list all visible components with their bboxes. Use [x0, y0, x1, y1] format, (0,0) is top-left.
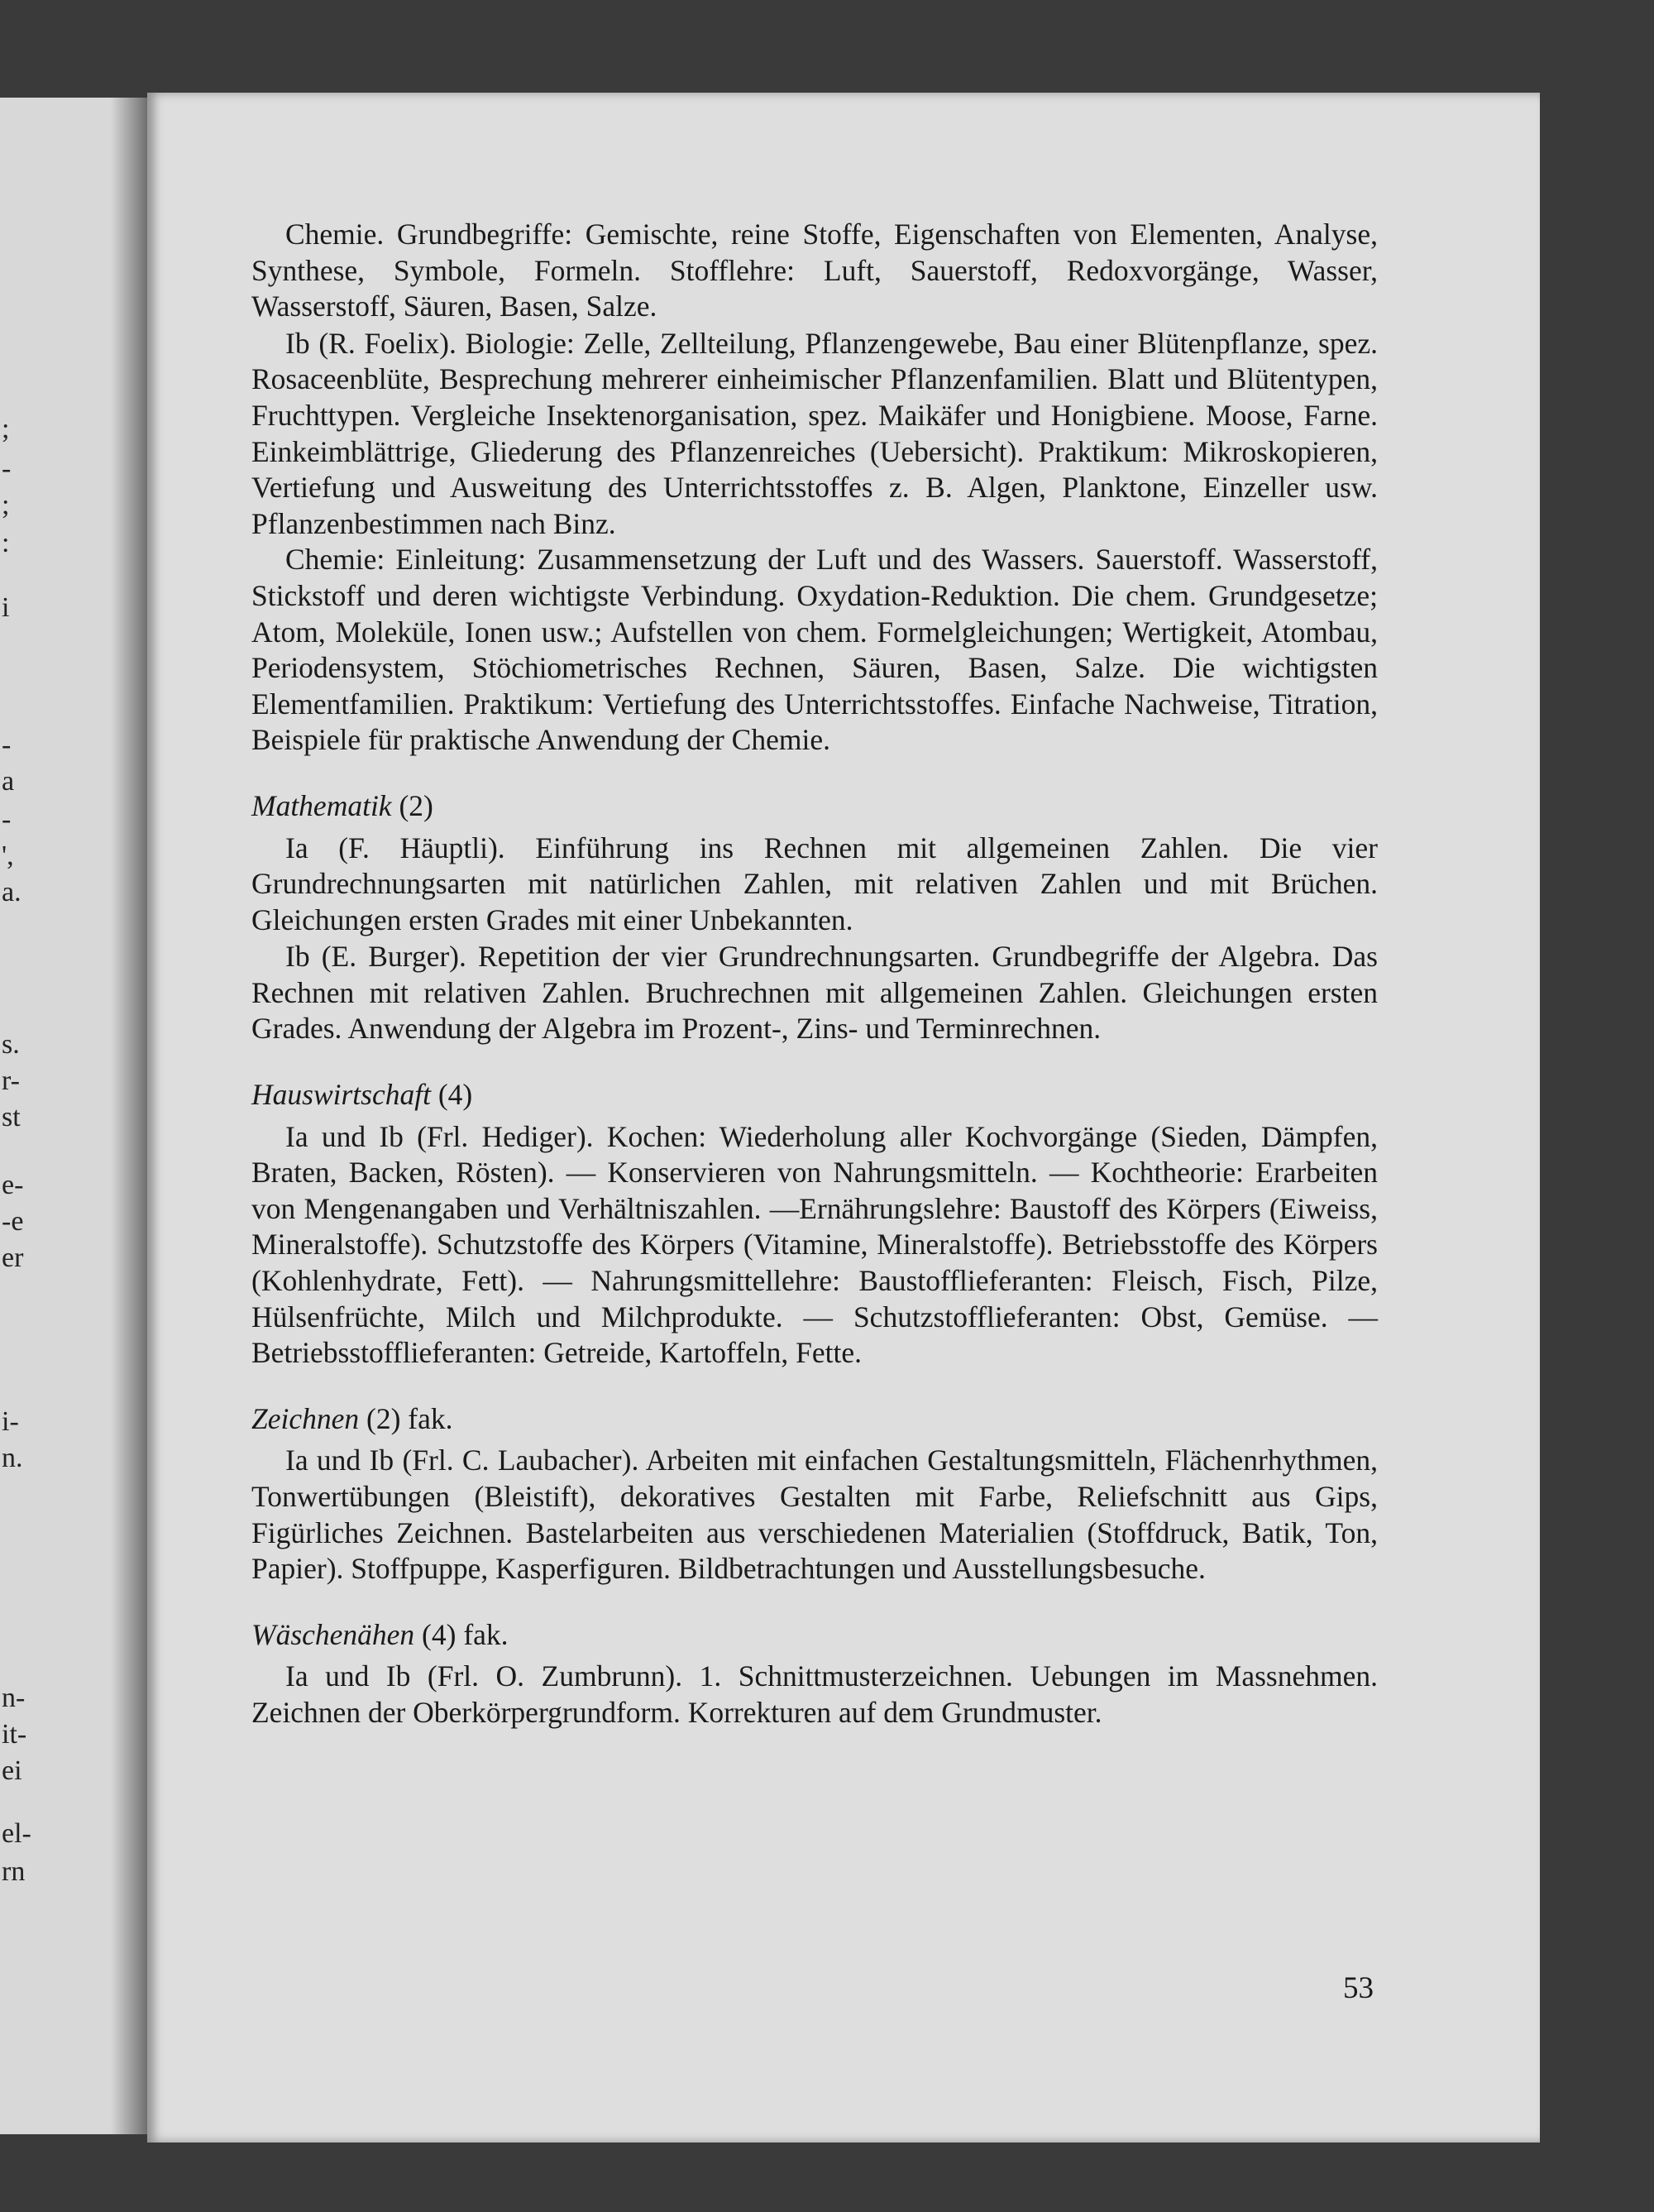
margin-fragment: ;	[2, 490, 10, 520]
margin-fragment: a	[2, 766, 15, 797]
paragraph-waeschenaehen: Ia und Ib (Frl. O. Zumbrunn). 1. Schnittmusterzeichnen. Uebungen im Massnehmen. Zeichnen der Oberkörpergrundform. Korrekturen auf dem Grundmuster.	[251, 1659, 1378, 1729]
page-body	[251, 217, 1378, 1731]
margin-fragment: :	[2, 528, 10, 558]
section-title: Hauswirtschaft	[251, 1078, 431, 1112]
margin-fragment: s.	[2, 1029, 20, 1060]
margin-fragment: ;	[2, 414, 10, 444]
margin-fragment: e-	[2, 1170, 24, 1200]
margin-fragment: n-	[2, 1683, 26, 1713]
margin-fragment: r-	[2, 1065, 20, 1096]
section-title: Mathematik	[251, 788, 392, 822]
section-hours: (4)	[437, 1078, 473, 1112]
margin-fragment: ei	[2, 1755, 22, 1786]
margin-fragment: i	[2, 592, 10, 623]
section-heading-zeichnen	[251, 1401, 1378, 1438]
paragraph-chemie-grundbegriffe: Chemie. Grundbegriffe: Gemischte, reine Stoffe, Eigenschaften von Elementen, Analyse, Synthese, Symbole, Formeln. Stofflehre: Luft, Sauerstoff, Redoxvorgänge, Wasser, Wasserstoff, Säuren, Basen, Salze.	[251, 218, 1378, 323]
margin-fragment: el-	[2, 1818, 31, 1849]
margin-fragment: er	[2, 1242, 24, 1273]
facing-page-edge	[0, 98, 149, 2134]
section-hours: (2)	[399, 788, 433, 822]
section-hours: (2) fak.	[366, 1401, 453, 1435]
paragraph-zeichnen: Ia und Ib (Frl. C. Laubacher). Arbeiten mit einfachen Gestaltungsmitteln, Flächenrhythmen, Tonwertübungen (Bleistift), dekoratives Gestalten mit Farbe, Reliefschnitt aus Gips, Figürliches Zeichnen. Bastelarbeiten aus verschiedenen Materialien (Stoffdruck, Batik, Ton, Papier). Stoffpuppe, Kasperfiguren. Bildbetrachtungen und Ausstellungsbesuche.	[251, 1444, 1378, 1586]
margin-fragment: -e	[2, 1206, 24, 1237]
margin-fragment: n.	[2, 1443, 23, 1473]
paragraph-mathematik-ia: Ia (F. Häuptli). Einführung ins Rechnen mit allgemeinen Zahlen. Die vier Grundrechnungsarten mit natürlichen Zahlen, mit relativen Zahlen und mit Brüchen. Gleichungen ersten Grades mit einer Unbekannten.	[251, 831, 1378, 936]
paragraph-biologie-ib: Ib (R. Foelix). Biologie: Zelle, Zellteilung, Pflanzengewebe, Bau einer Blütenpflanze, spez. Rosaceenblüte, Besprechung mehrerer einheimischer Pflanzenfamilien. Blatt und Blütentypen, Fruchttypen. Vergleiche Insektenorganisation, spez. Maikäfer und Honigbiene. Moose, Farne. Einkeimblättrige, Gliederung des Pflanzenreiches (Uebersicht). Praktikum: Mikroskopieren, Vertiefung und Ausweitung des Unterrichtsstoffes z. B. Algen, Planktone, Einzeller usw. Pflanzenbestimmen nach Binz.	[251, 326, 1378, 540]
section-title: Wäschenähen	[251, 1617, 415, 1651]
paragraph-hauswirtschaft: Ia und Ib (Frl. Hediger). Kochen: Wiederholung aller Kochvorgänge (Sieden, Dämpfen, Braten, Backen, Rösten). — Konservieren von Nahrungsmitteln. — Kochtheorie: Erarbeiten von Mengenangaben und Verhältniszahlen. —Ernährungslehre: Baustoff des Körpers (Eiweiss, Mineralstoffe). Schutzstoffe des Körpers (Vitamine, Mineralstoffe). Betriebsstoffe des Körpers (Kohlenhydrate, Fett). — Nahrungsmittellehre: Baustofflieferanten: Fleisch, Fisch, Pilze, Hülsenfrüchte, Milch und Milchprodukte. — Schutzstofflieferanten: Obst, Gemüse. — Betriebsstofflieferanten: Getreide, Kartoffeln, Fette.	[251, 1119, 1378, 1370]
book-page	[147, 93, 1540, 2143]
section-hours: (4) fak.	[422, 1617, 509, 1651]
margin-fragment: it-	[2, 1719, 27, 1750]
section-title: Zeichnen	[251, 1401, 360, 1435]
section-heading-waeschenaehen	[251, 1617, 1378, 1654]
section-heading-hauswirtschaft	[251, 1077, 1378, 1113]
page-number: 53	[1343, 1971, 1374, 2005]
margin-fragment: a.	[2, 877, 22, 907]
margin-fragment: ',	[2, 840, 14, 871]
paragraph-chemie-einleitung: Chemie: Einleitung: Zusammensetzung der Luft und des Wassers. Sauerstoff. Wasserstoff, Stickstoff und deren wichtigste Verbindung. Oxydation-Reduktion. Die chem. Grundgesetze; Atom, Moleküle, Ionen usw.; Aufstellen von chem. Formelgleichungen; Wertigkeit, Atombau, Periodensystem, Stöchiometrisches Rechnen, Säuren, Basen, Salze. Die wichtigsten Elementfamilien. Praktikum: Vertiefung des Unterrichtsstoffes. Einfache Nachweise, Titration, Beispiele für praktische Anwendung der Chemie.	[251, 543, 1378, 757]
margin-fragment: -	[2, 453, 12, 484]
margin-fragment: -	[2, 804, 12, 835]
margin-fragment: rn	[2, 1856, 26, 1887]
margin-fragment: -	[2, 730, 12, 760]
margin-fragment: i-	[2, 1406, 19, 1437]
section-heading-mathematik	[251, 788, 1378, 825]
paragraph-mathematik-ib: Ib (E. Burger). Repetition der vier Grundrechnungsarten. Grundbegriffe der Algebra. Das Rechnen mit relativen Zahlen. Bruchrechnen mit allgemeinen Zahlen. Gleichungen ersten Grades. Anwendung der Algebra im Prozent-, Zins- und Terminrechnen.	[251, 940, 1378, 1046]
margin-fragment: st	[2, 1102, 21, 1132]
